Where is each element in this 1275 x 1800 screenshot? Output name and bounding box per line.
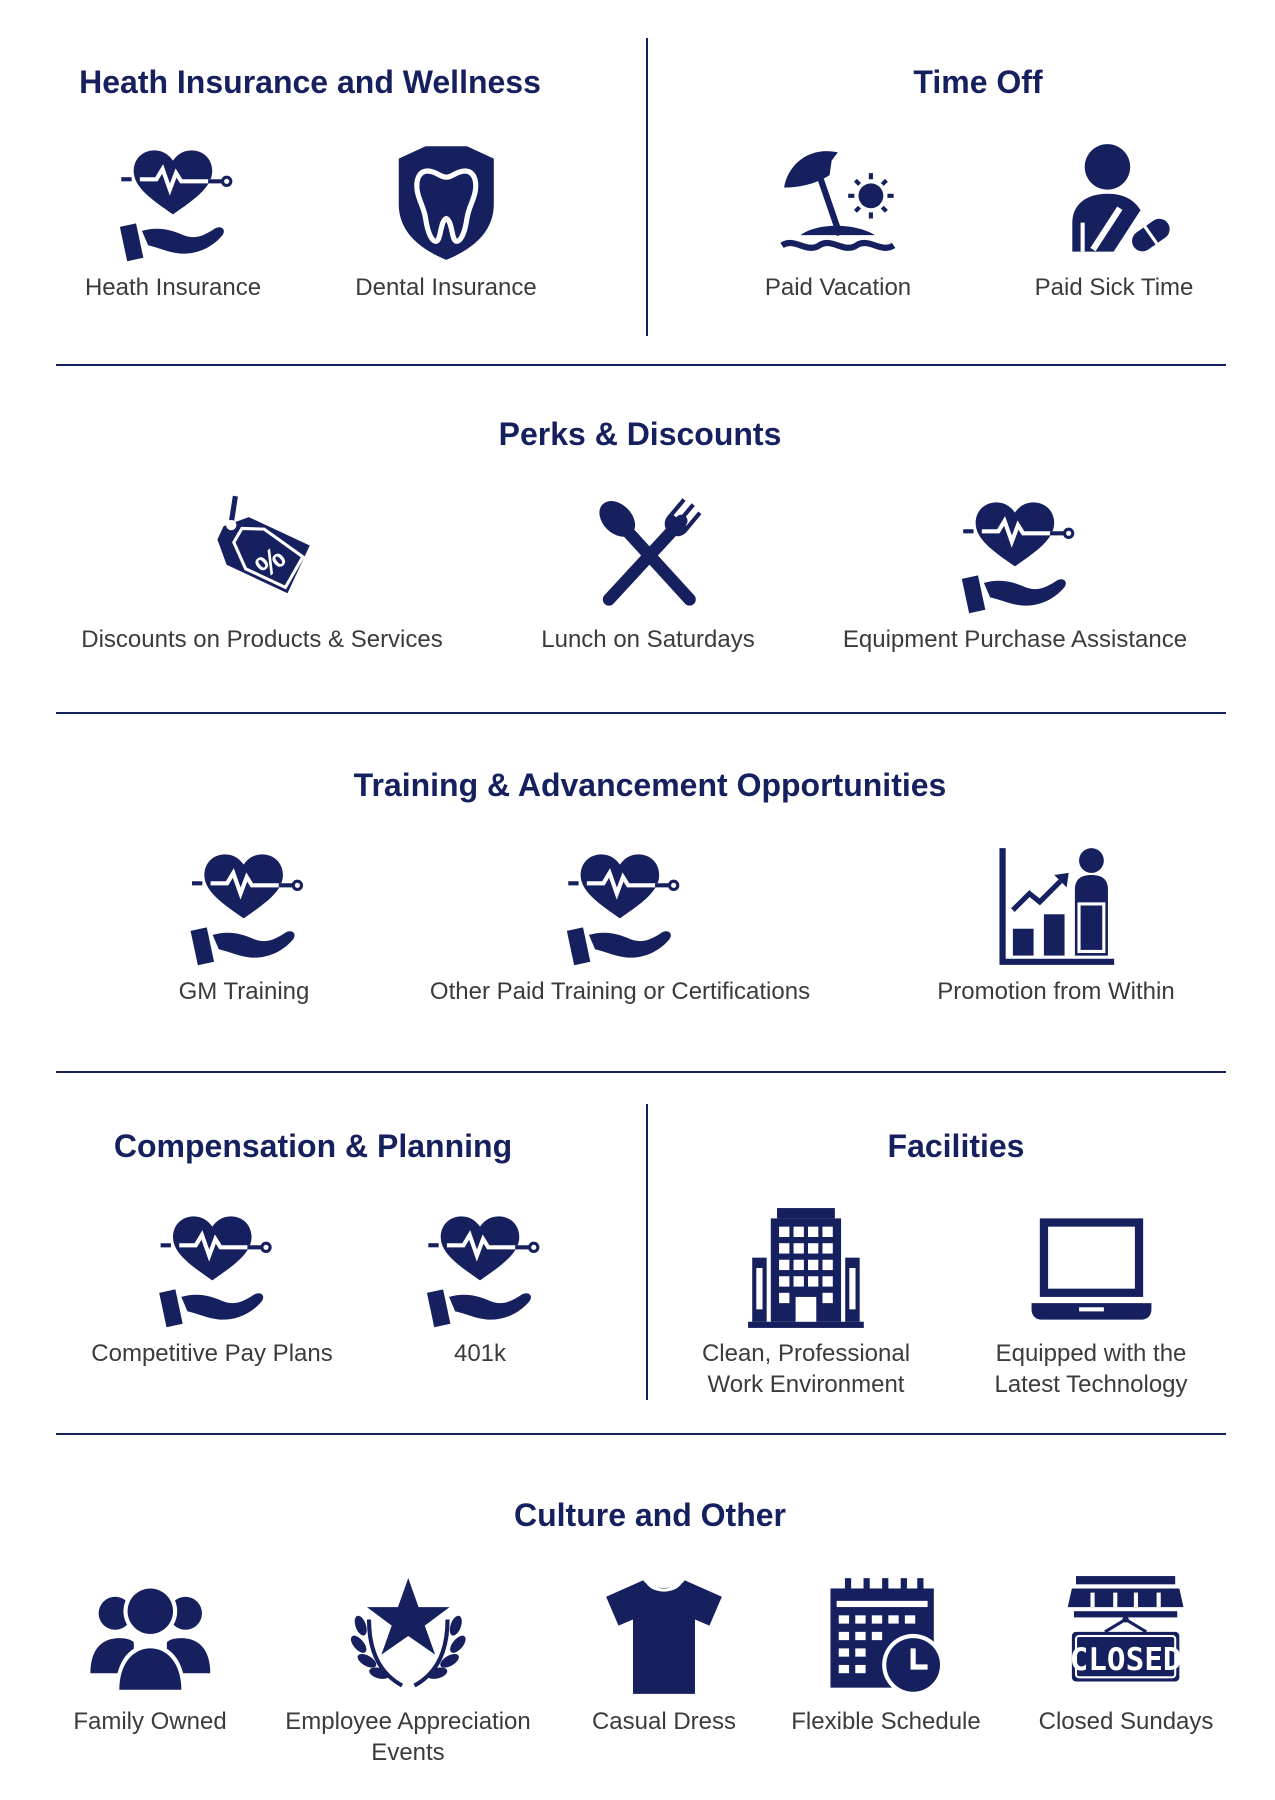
- heart-hand-icon: [182, 844, 306, 968]
- heart-hand-icon: [558, 844, 682, 968]
- benefit-label: Competitive Pay Plans: [91, 1340, 333, 1367]
- benefit-label-line1: Employee Appreciation: [285, 1708, 531, 1735]
- benefit-clean-environment: [702, 1206, 910, 1400]
- price-tag-icon: [200, 492, 324, 616]
- divider-vertical-top: [646, 38, 648, 336]
- section-title-compensation: Compensation & Planning: [113, 1128, 513, 1164]
- t-shirt-icon: [602, 1574, 726, 1698]
- benefit-label: 401k: [453, 1340, 507, 1367]
- divider-horizontal-1: [56, 364, 1226, 366]
- benefit-label: Dental Insurance: [355, 274, 537, 301]
- benefit-label-line2: Work Environment: [707, 1371, 905, 1398]
- benefit-label: Casual Dress: [591, 1708, 737, 1735]
- closed-sign-icon: [1064, 1574, 1188, 1698]
- benefit-health-insurance: [85, 140, 261, 303]
- benefit-label: Promotion from Within: [937, 978, 1175, 1005]
- section-title-health: Heath Insurance and Wellness: [79, 64, 541, 100]
- benefit-label: Paid Vacation: [764, 274, 912, 301]
- benefit-dental-insurance: [355, 140, 536, 303]
- closed-sign-text: CLOSED: [1070, 1642, 1182, 1679]
- divider-vertical-bottom: [646, 1104, 648, 1400]
- benefit-label: Other Paid Training or Certifications: [429, 978, 811, 1005]
- tooth-shield-icon: [384, 140, 508, 264]
- benefit-label: GM Training: [178, 978, 310, 1005]
- divider-horizontal-3: [56, 1071, 1226, 1073]
- benefit-label: Heath Insurance: [84, 274, 262, 301]
- benefit-closed-sundays: [1039, 1574, 1214, 1737]
- heart-hand-icon: [953, 492, 1077, 616]
- heart-hand-icon: [111, 140, 235, 264]
- growth-chart-icon: [994, 844, 1118, 968]
- section-title-facilities: Facilities: [887, 1128, 1025, 1164]
- benefit-paid-sick-time: [1035, 140, 1194, 303]
- benefit-label-line1: Equipped with the: [995, 1340, 1187, 1367]
- heart-hand-icon: [418, 1206, 542, 1330]
- benefit-label-line2: Latest Technology: [994, 1371, 1188, 1398]
- benefit-competitive-pay: [91, 1206, 332, 1369]
- benefit-label: Equipment Purchase Assistance: [842, 626, 1188, 653]
- benefit-paid-vacation: [765, 140, 911, 303]
- laptop-icon: [1029, 1206, 1153, 1330]
- family-group-icon: [88, 1574, 212, 1698]
- benefit-casual-dress: [592, 1574, 736, 1737]
- benefit-gm-training: [179, 844, 310, 1007]
- benefit-label: Discounts on Products & Services: [81, 626, 443, 653]
- sick-person-icon: [1052, 140, 1176, 264]
- section-title-culture: Culture and Other: [513, 1497, 787, 1533]
- benefit-latest-technology: [994, 1206, 1187, 1400]
- section-title-training: Training & Advancement Opportunities: [353, 767, 947, 803]
- benefit-family-owned: [73, 1574, 226, 1737]
- benefit-label: Lunch on Saturdays: [541, 626, 755, 653]
- beach-umbrella-icon: [776, 140, 900, 264]
- benefit-equipment-assistance: [843, 492, 1187, 655]
- fork-spoon-icon: [586, 492, 710, 616]
- benefit-discounts: [81, 492, 443, 655]
- svg-text:%: %: [248, 539, 292, 585]
- office-building-icon: [744, 1206, 868, 1330]
- section-title-perks: Perks & Discounts: [498, 416, 782, 452]
- benefit-appreciation-events: [285, 1574, 530, 1768]
- benefit-label: Closed Sundays: [1038, 1708, 1214, 1735]
- benefit-label: Paid Sick Time: [1034, 274, 1194, 301]
- calendar-clock-icon: [824, 1574, 948, 1698]
- benefit-other-training: [430, 844, 810, 1007]
- benefit-401k: [418, 1206, 542, 1369]
- benefit-label-line1: Clean, Professional: [701, 1340, 911, 1367]
- benefit-label-line2: Events: [371, 1739, 445, 1766]
- divider-horizontal-2: [56, 712, 1226, 714]
- heart-hand-icon: [150, 1206, 274, 1330]
- benefit-lunch: [541, 492, 754, 655]
- star-laurel-icon: [346, 1574, 470, 1698]
- benefit-label: Family Owned: [73, 1708, 227, 1735]
- benefit-promotion: [937, 844, 1174, 1007]
- benefit-label: Flexible Schedule: [791, 1708, 981, 1735]
- divider-horizontal-4: [56, 1433, 1226, 1435]
- section-title-time-off: Time Off: [913, 64, 1043, 100]
- benefit-flexible-schedule: [791, 1574, 980, 1737]
